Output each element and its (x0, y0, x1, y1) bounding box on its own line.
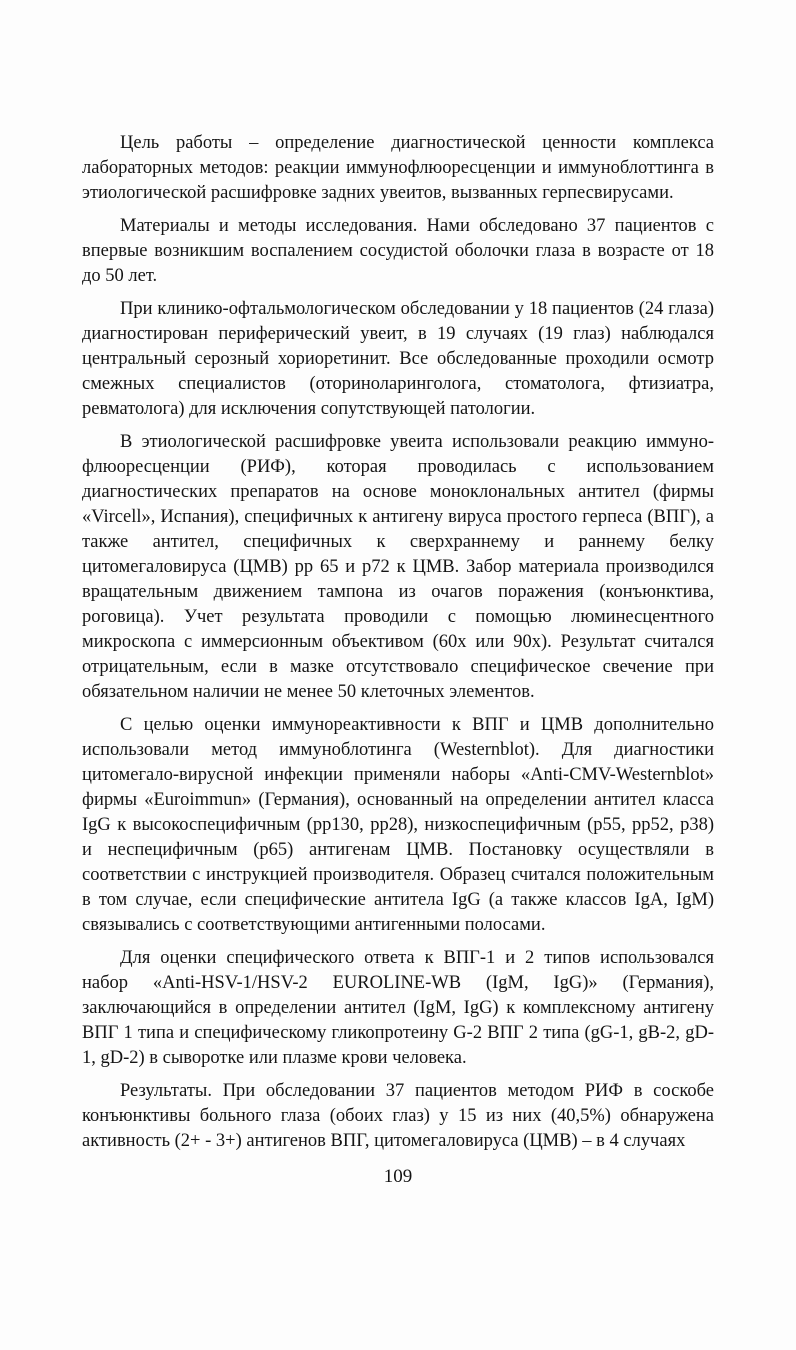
paragraph-hsv-kit: Для оценки специфического ответа к ВПГ-1 и 2 типов использовался набор «Anti-HSV-1/HSV-2 EUROLINE-WB (IgM, IgG)» (Германия), заключающийся в определении антител (IgM, IgG) к комплексному антигену ВПГ 1 типа и специфическому гликопротеину G-2 ВПГ 2 типа (gG-1, gB-2, gD-1, gD-2) в сыворотке или плазме крови человека. (82, 948, 714, 1068)
paragraph-rif-method: В этиологической расшифровке увеита использовали реакцию иммуно-флюоресценции (РИФ), которая проводилась с использованием диагностических препаратов на основе моноклональных антител (фирмы «Vircell», Испания), специфичных к антигену вируса простого герпеса (ВПГ), а также антител, специфичных к сверхраннему и раннему белку цитомегаловируса (ЦМВ) pp 65 и p72 к ЦМВ. Забор материала производился вращательным движением тампона из очагов поражения (конъюнктива, роговица). Учет результата проводили с помощью люминесцентного микроскопа с иммерсионным объективом (60x или 90x). Результат считался отрицательным, если в мазке отсутствовало специфическое свечение при обязательном наличии не менее 50 клеточных элементов. (82, 432, 714, 702)
paragraph-immunoblot: С целью оценки иммунореактивности к ВПГ и ЦМВ дополнительно использовали метод иммуноблотинга (Westernblot). Для диагностики цитомегало-вирусной инфекции применяли наборы «Anti-CMV-Westernblot» фирмы «Euroimmun» (Германия), основанный на определении антител класса IgG к высокоспецифичным (pp130, pp28), низкоспецифичным (p55, pp52, p38) и неспецифичным (p65) антигенам ЦМВ. Постановку осуществляли в соответствии с инструкцией производителя. Образец считался положительным в том случае, если специфические антитела IgG (а также классов IgA, IgM) связывались с соответствующими антигенными полосами. (82, 715, 714, 935)
paragraph-results: Результаты. При обследовании 37 пациентов методом РИФ в соскобе конъюнктивы больного глаза (обоих глаз) у 15 из них (40,5%) обнаружена активность (2+ - 3+) антигенов ВПГ, цитомегаловируса (ЦМВ) – в 4 случаях (82, 1081, 714, 1151)
body-text (82, 131, 714, 1162)
paragraph-aim: Цель работы – определение диагностической ценности комплекса лабораторных методов: реакции иммунофлюоресценции и иммуноблоттинга в этиологической расшифровке задних увеитов, вызванных герпесвирусами. (82, 133, 714, 203)
page-number: 109 (383, 1166, 413, 1187)
paragraph-materials: Материалы и методы исследования. Нами обследовано 37 пациентов с впервые возникшим воспалением сосудистой оболочки глаза в возрасте от 18 до 50 лет. (82, 216, 714, 286)
paragraph-examination: При клинико-офтальмологическом обследовании у 18 пациентов (24 глаза) диагностирован периферический увеит, в 19 случаях (19 глаз) наблюдался центральный серозный хориоретинит. Все обследованные проходили осмотр смежных специалистов (оториноларинголога, стоматолога, фтизиатра, ревматолога) для исключения сопутствующей патологии. (82, 299, 714, 419)
